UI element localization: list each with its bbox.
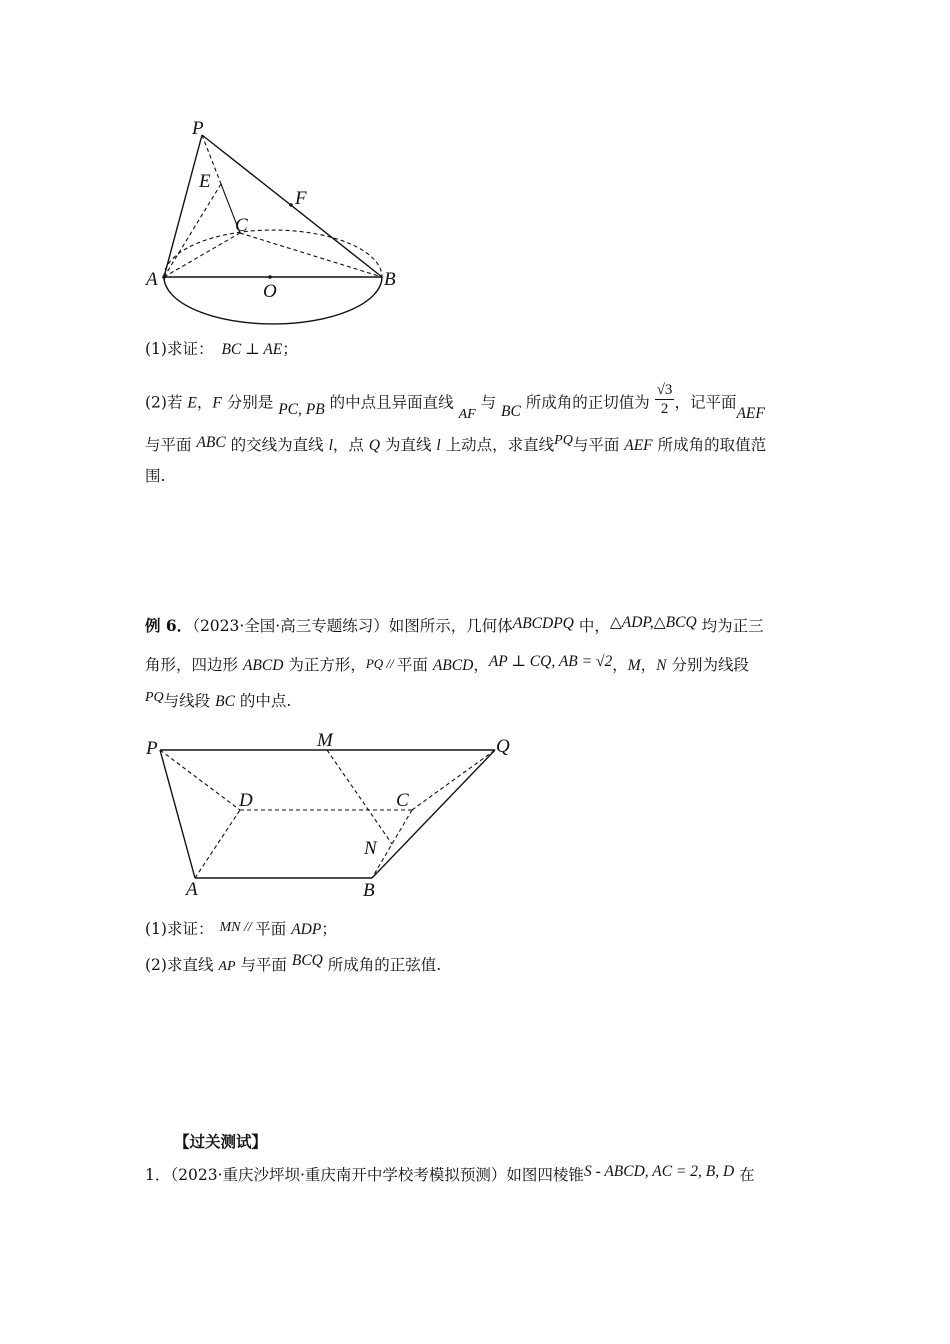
q-part2-line2: 与平面 ABC 的交线为直线 l，点 Q 为直线 l 上动点，求直线PQ与平面 AEF 所成角的取值范	[145, 433, 767, 454]
label-D: D	[239, 790, 253, 811]
label-C: C	[396, 790, 409, 811]
label-F: F	[295, 188, 307, 209]
section-heading: 【过关测试】	[174, 1132, 268, 1151]
label-Q: Q	[496, 736, 510, 757]
ex6-line3: PQ与线段 BC 的中点.	[145, 690, 292, 710]
q-part2-line1: (2)若 E，F 分别是 PC, PB 的中点且异面直线 AF 与 BC 所成角的正切值为 $\frac{√3}{2}$ ，记平面AEF	[145, 382, 765, 422]
label-E: E	[199, 171, 211, 192]
figure-solid-abcdpq	[140, 728, 530, 908]
ex6-line1: 例 6．（2023·全国·高三专题练习）如图所示，几何体ABCDPQ 中，△ADP,△BCQ 均为正三	[145, 614, 764, 635]
ex6-part2: (2)求直线 AP 与平面 BCQ 所成角的正弦值.	[145, 952, 442, 974]
label-A: A	[146, 269, 158, 290]
label-C: C	[235, 215, 248, 236]
label-N: N	[364, 838, 377, 859]
figure-cone-pyramid	[140, 110, 410, 330]
q-part2-line3: 围.	[145, 467, 166, 485]
ex6-part1: (1)求证： MN // 平面 ADP；	[145, 920, 337, 938]
label-M: M	[317, 730, 333, 751]
base-ellipse-back	[164, 230, 382, 277]
q-part1: (1)求证： BC ⊥ AE；	[145, 340, 298, 358]
label-O: O	[263, 281, 277, 302]
ex6-line2: 角形，四边形 ABCD 为正方形，PQ // 平面 ABCD，AP ⊥ CQ, AB = √2，M，N 分别为线段	[145, 653, 749, 674]
label-B: B	[363, 880, 375, 901]
label-A: A	[186, 879, 198, 900]
label-P: P	[192, 118, 204, 139]
label-P: P	[146, 738, 158, 759]
test-q1: 1．（2023·重庆沙坪坝·重庆南开中学校考模拟预测）如图四棱锥S - ABCD, AC = 2, B, D 在	[145, 1163, 755, 1184]
label-B: B	[384, 269, 396, 290]
